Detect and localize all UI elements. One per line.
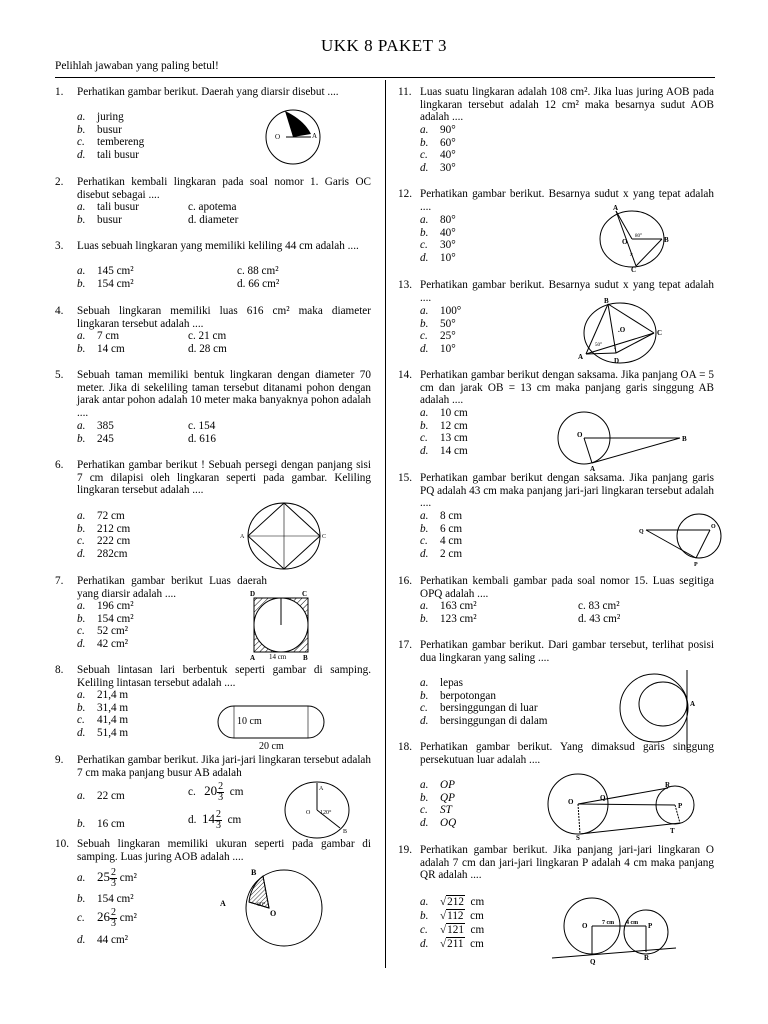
option-b[interactable]: b. 245 — [77, 432, 114, 445]
label-q: Q — [639, 529, 644, 535]
label-s: S — [576, 834, 580, 840]
figure-q12-inscribed-angle — [598, 202, 670, 272]
question-text: Perhatikan gambar berikut dengan saksama. Jika panjang garis PQ adalah 43 cm maka panjang jari-jari lingkaran tersebut adalah .... — [420, 472, 714, 510]
option-b[interactable]: b. 154 cm² — [77, 893, 134, 905]
label-p: P — [648, 922, 653, 930]
label-a: A — [690, 700, 696, 708]
question-text: Perhatikan gambar berikut Luas daerah yang diarsir adalah .... — [77, 575, 267, 600]
question-number: 11. — [398, 86, 412, 98]
option-a[interactable]: a. juring — [77, 111, 124, 123]
figure-q15-tangent-triangle — [636, 504, 722, 570]
question-text: Luas suatu lingkaran adalah 108 cm². Jika luas juring AOB pada lingkaran tersebut adalah 12 cm² maka besarnya sudut AOB adalah .... — [420, 86, 714, 124]
label-o: O — [275, 133, 281, 141]
option-d[interactable]: d. 28 cm — [188, 342, 227, 355]
option-c[interactable]: c. 13 cm — [420, 432, 468, 444]
option-a[interactable]: a. 72 cm — [77, 510, 125, 522]
question-text: Perhatikan gambar berikut dengan saksama. Jika panjang OA = 5 cm dan jarak OB = 13 cm maka panjang garis singgung AB adalah .... — [420, 369, 714, 407]
figure-q7-circle-in-square — [244, 588, 320, 662]
label-angle: 50° — [595, 343, 602, 348]
label-c: C — [631, 266, 637, 272]
option-b[interactable]: b. 50° — [420, 317, 456, 330]
option-c[interactable]: c. 26 $\frac{2}{3}$ cm² — [77, 907, 137, 929]
option-d[interactable]: d. 30° — [420, 161, 456, 174]
figure-q9-circle-arc — [280, 780, 354, 840]
option-b[interactable]: b. berpotongan — [420, 689, 496, 702]
option-c[interactable]: c. apotema — [188, 201, 237, 213]
label-height: 10 cm — [237, 716, 262, 727]
option-b[interactable]: b. 123 cm² — [420, 612, 477, 625]
label-b: B — [664, 236, 669, 244]
figure-q6-square-in-circle — [238, 500, 330, 572]
figure-q18-external-tangent — [540, 772, 708, 840]
label-a: A — [250, 654, 256, 662]
option-a[interactable]: a. 196 cm² — [77, 600, 134, 612]
option-d[interactable]: d. tali busur — [77, 148, 139, 161]
label-p: P — [694, 562, 698, 568]
question-number: 6. — [55, 459, 64, 471]
option-a[interactable]: a. √212 cm — [420, 896, 485, 908]
question-number: 5. — [55, 369, 64, 381]
option-d[interactable]: d. 51,4 m — [77, 726, 129, 739]
option-b[interactable]: b. busur — [77, 213, 122, 226]
question-number: 16. — [398, 575, 412, 587]
label-b: B — [682, 435, 687, 443]
option-b[interactable]: b. 12 cm — [420, 419, 468, 432]
option-c[interactable]: c. bersinggungan di luar — [420, 702, 538, 714]
label-b: B — [604, 297, 609, 305]
label-x: x — [614, 346, 617, 351]
option-b[interactable]: b. 40° — [420, 226, 456, 239]
label-a: A — [613, 204, 619, 212]
question-text: Perhatikan gambar berikut ! Sebuah persegi dengan panjang sisi 7 cm dilapisi oleh lingkaran seperti pada gambar. Keliling lingkaran tersebut adalah .... — [77, 459, 371, 497]
instruction: Pelihlah jawaban yang paling betul! — [55, 60, 219, 72]
option-b[interactable]: b. 154 cm² — [77, 277, 134, 290]
option-b[interactable]: b. 212 cm — [77, 522, 131, 535]
option-d[interactable]: d. 2 cm — [420, 547, 463, 560]
option-a[interactable]: a. 90° — [420, 124, 456, 136]
question-number: 17. — [398, 639, 412, 651]
column-divider — [385, 80, 386, 968]
label-b: B — [251, 868, 257, 877]
question-number: 10. — [55, 838, 69, 850]
question-number: 15. — [398, 472, 412, 484]
option-d[interactable]: d. OQ — [420, 816, 457, 829]
question-number: 12. — [398, 188, 412, 200]
question-text: Sebuah lintasan lari berbentuk seperti gambar di samping. Keliling lintasan tersebut adalah .... — [77, 664, 371, 689]
option-a[interactable]: a. 25 $\frac{2}{3}$ cm² — [77, 867, 137, 889]
question-text: Perhatikan gambar berikut. Daerah yang diarsir disebut .... — [77, 86, 339, 98]
option-a[interactable]: a. 8 cm — [420, 510, 463, 522]
label-a: A — [319, 786, 324, 792]
label-radius-p: 4 cm — [626, 920, 639, 926]
header-divider — [55, 77, 715, 78]
label-radius-o: 7 cm — [602, 920, 615, 926]
question-number: 4. — [55, 305, 64, 317]
option-c[interactable]: c. 40° — [420, 149, 456, 161]
label-angle: 120° — [320, 810, 332, 816]
label-a: A — [578, 353, 584, 361]
question-number: 1. — [55, 86, 64, 98]
option-d[interactable]: d. 44 cm² — [77, 934, 129, 946]
option-d[interactable]: d. 43 cm² — [578, 612, 621, 625]
option-d[interactable]: d. 616 — [188, 432, 216, 445]
option-d[interactable]: d. √211 cm — [420, 938, 484, 950]
option-b[interactable]: b. 16 cm — [77, 818, 125, 830]
label-length: 14 cm — [269, 653, 287, 661]
question-number: 7. — [55, 575, 64, 587]
option-a[interactable]: a. 145 cm² — [77, 265, 134, 277]
question-text: Sebuah lingkaran memiliki luas 616 cm² maka diameter lingkaran tersebut adalah .... — [77, 305, 371, 330]
option-a[interactable]: a. 163 cm² — [420, 600, 477, 612]
figure-q13-cyclic-angles — [570, 296, 670, 368]
option-b[interactable]: b. busur — [77, 123, 122, 136]
question-text: Perhatikan gambar berikut. Jika panjang jari-jari lingkaran O adalah 7 cm dan jari-jari lingkaran P adalah 4 cm maka panjang QR adalah .... — [420, 844, 714, 882]
question-number: 3. — [55, 240, 64, 252]
option-d[interactable]: d. 66 cm² — [237, 277, 280, 290]
figure-q10-sector — [218, 864, 330, 950]
option-c[interactable]: c. 4 cm — [420, 535, 463, 547]
option-c[interactable]: c. tembereng — [77, 136, 145, 148]
option-c[interactable]: c. 30° — [420, 239, 456, 251]
option-c[interactable]: c. 25° — [420, 330, 456, 342]
label-angle: 80° — [635, 234, 642, 239]
option-a[interactable]: a. tali busur — [77, 201, 139, 213]
label-b: B — [343, 829, 348, 835]
figure-q17-internal-tangent-circles — [616, 668, 702, 752]
option-c[interactable]: c. 41,4 m — [77, 714, 129, 726]
option-c[interactable]: c. 21 cm — [188, 330, 227, 342]
question-number: 8. — [55, 664, 64, 676]
figure-q1-circle-segment — [262, 106, 324, 168]
label-r: R — [665, 781, 671, 789]
label-b: B — [303, 654, 308, 662]
question-text: Perhatikan gambar berikut. Besarnya sudut x yang tepat adalah .... — [420, 188, 714, 213]
option-d[interactable]: d. 282cm — [77, 547, 128, 560]
option-d[interactable]: d. 10° — [420, 342, 456, 355]
label-a: A — [590, 465, 596, 472]
option-c[interactable]: c. 222 cm — [77, 535, 131, 547]
label-q: Q — [590, 958, 596, 966]
figure-q14-tangent-line — [550, 410, 700, 472]
option-a[interactable]: a. 10 cm — [420, 407, 468, 419]
question-text: Sebuah taman memiliki bentuk lingkaran dengan diameter 70 meter. Jika di sekeliling taman tersebut ditanami pohon dengan jarak antar pohon adalah 10 meter maka banyaknya pohon adalah .... — [77, 369, 371, 419]
question-number: 18. — [398, 741, 412, 753]
option-b[interactable]: b. 6 cm — [420, 522, 463, 535]
question-text: Perhatikan kembali gambar pada soal nomor 15. Luas segitiga OPQ adalah .... — [420, 575, 714, 600]
option-a[interactable]: a. lepas — [420, 677, 463, 689]
label-o: O — [711, 524, 716, 530]
option-a[interactable]: a. 22 cm — [77, 790, 125, 802]
option-b[interactable]: b. √112 cm — [420, 910, 484, 922]
option-a[interactable]: a. 385 — [77, 420, 114, 432]
option-b[interactable]: b. 60° — [420, 136, 456, 149]
figure-q8-running-track — [208, 702, 336, 752]
option-c[interactable]: c. √121 cm — [420, 924, 485, 936]
question-text: Perhatikan gambar berikut. Dari gambar tersebut, terlihat posisi dua lingkaran yang saling .... — [420, 639, 714, 664]
question-text: Perhatikan gambar berikut. Jika jari-jari lingkaran tersebut adalah 7 cm maka panjang busur AB adalah — [77, 754, 371, 779]
page-title: UKK 8 PAKET 3 — [321, 36, 447, 55]
label-p: P — [678, 802, 683, 810]
option-d[interactable]: d. 14 $\frac{2}{3}$ cm — [188, 809, 242, 831]
label-q: Q — [600, 794, 606, 802]
label-x: x — [630, 252, 633, 258]
option-c[interactable]: c. ST — [420, 804, 452, 816]
label-a: A — [312, 132, 318, 140]
option-c[interactable]: c. 83 cm² — [578, 600, 620, 612]
option-d[interactable]: d. 14 cm — [420, 444, 468, 457]
option-d[interactable]: d. diameter — [188, 213, 239, 226]
question-text: Perhatikan gambar berikut. Besarnya sudut x yang tepat adalah .... — [420, 279, 714, 304]
question-text: Sebuah lingkaran memiliki ukuran seperti pada gambar di samping. Luas juring AOB adalah .... — [77, 838, 371, 863]
question-text: Perhatikan gambar berikut. Yang dimaksud garis singgung persekutuan luar adalah .... — [420, 741, 714, 766]
label-r: R — [644, 954, 650, 962]
figure-q19-common-tangent — [546, 896, 680, 966]
label-o: O — [582, 922, 588, 930]
question-number: 19. — [398, 844, 412, 856]
option-c[interactable]: c. 88 cm² — [237, 265, 279, 277]
question-text: Luas sebuah lingkaran yang memiliki keliling 44 cm adalah .... — [77, 240, 359, 252]
option-c[interactable]: c. 154 — [188, 420, 216, 432]
question-number: 14. — [398, 369, 412, 381]
label-d: D — [250, 590, 256, 598]
option-d[interactable]: d. 10° — [420, 251, 456, 264]
label-d: D — [614, 357, 620, 365]
question-number: 2. — [55, 176, 64, 188]
option-a[interactable]: a. 21,4 m — [77, 689, 129, 701]
label-o: O — [306, 810, 311, 816]
option-c[interactable]: c. 20 $\frac{2}{3}$ cm — [188, 781, 244, 803]
label-o: O — [577, 431, 583, 439]
label-c: C — [291, 126, 296, 134]
label-o: O — [622, 238, 628, 246]
label-c: C — [322, 534, 327, 540]
question-number: 13. — [398, 279, 412, 291]
question-text: Perhatikan kembali lingkaran pada soal nomor 1. Garis OC disebut sebagai .... — [77, 176, 371, 201]
question-number: 9. — [55, 754, 64, 766]
option-b[interactable]: b. QP — [420, 791, 455, 804]
label-c: C — [302, 590, 308, 598]
option-d[interactable]: d. 42 cm² — [77, 637, 129, 650]
option-c[interactable]: c. 52 cm² — [77, 625, 129, 637]
option-a[interactable]: a. 100° — [420, 305, 462, 317]
option-b[interactable]: b. 154 cm² — [77, 612, 134, 625]
label-o: .O — [618, 326, 626, 334]
option-a[interactable]: a. OP — [420, 779, 455, 791]
option-b[interactable]: b. 14 cm — [77, 342, 125, 355]
label-a: A — [220, 899, 226, 908]
label-t: T — [670, 827, 675, 835]
label-width: 20 cm — [259, 741, 284, 752]
option-d[interactable]: d. bersinggungan di dalam — [420, 714, 548, 727]
label-o: O — [270, 909, 277, 918]
label-a: A — [240, 534, 245, 540]
option-a[interactable]: a. 7 cm — [77, 330, 120, 342]
option-a[interactable]: a. 80° — [420, 214, 456, 226]
label-c: C — [657, 329, 663, 337]
label-o: O — [568, 798, 574, 806]
label-angle: 60° — [257, 902, 266, 908]
option-b[interactable]: b. 31,4 m — [77, 701, 129, 714]
